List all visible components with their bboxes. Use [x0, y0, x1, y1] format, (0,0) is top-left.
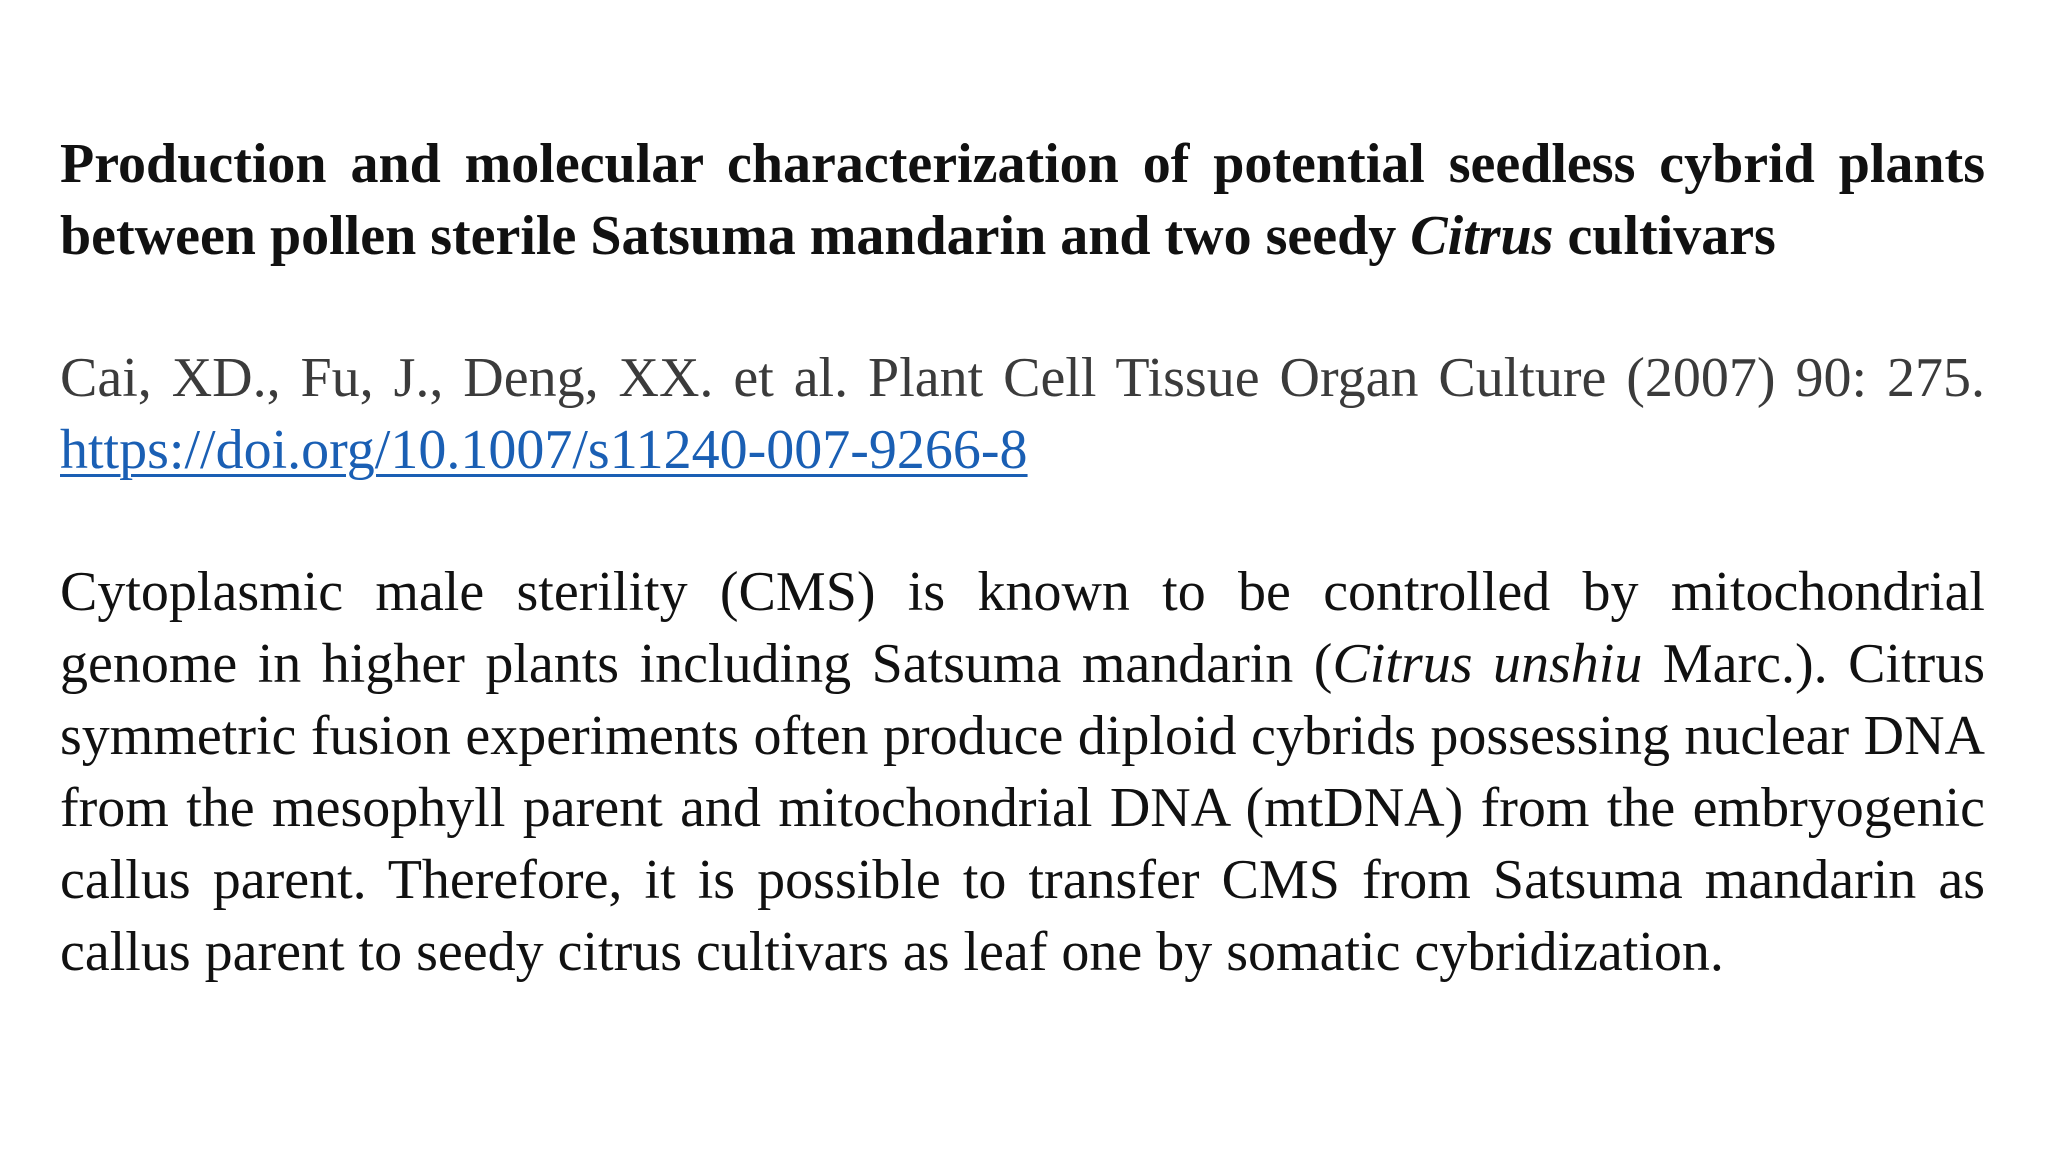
abstract-text-end: Marc.). Citrus symmetric fusion experiments often produce diploid cybrids possessing nuclear DNA from the mesophyll parent and mitochondrial DNA (mtDNA) from the embryogenic callus parent. Therefore, it is possible to transfer CMS from Satsuma mandarin as callus parent to seedy citrus cultivars as leaf one by somatic cybridization. [60, 633, 1985, 983]
citation [60, 342, 1985, 486]
abstract-paragraph [60, 556, 1985, 988]
doi-link[interactable]: https://doi.org/10.1007/s11240-007-9266-8 [60, 419, 1028, 481]
abstract-species-italic: Citrus unshiu [1332, 633, 1643, 695]
article-title [60, 128, 1985, 272]
title-text-start: Production and molecular characterization of potential seedless cybrid plants between pollen sterile Satsuma mandarin and two seedy [60, 133, 1985, 267]
title-text-end: cultivars [1553, 205, 1776, 267]
title-genus-italic: Citrus [1410, 205, 1554, 267]
slide-content [60, 128, 1985, 988]
abstract-text-start: Cytoplasmic male sterility (CMS) is known to be controlled by mitochondrial genome in higher plants including Satsuma mandarin ( [60, 561, 1985, 695]
citation-text: Cai, XD., Fu, J., Deng, XX. et al. Plant Cell Tissue Organ Culture (2007) 90: 275. [60, 347, 1985, 409]
